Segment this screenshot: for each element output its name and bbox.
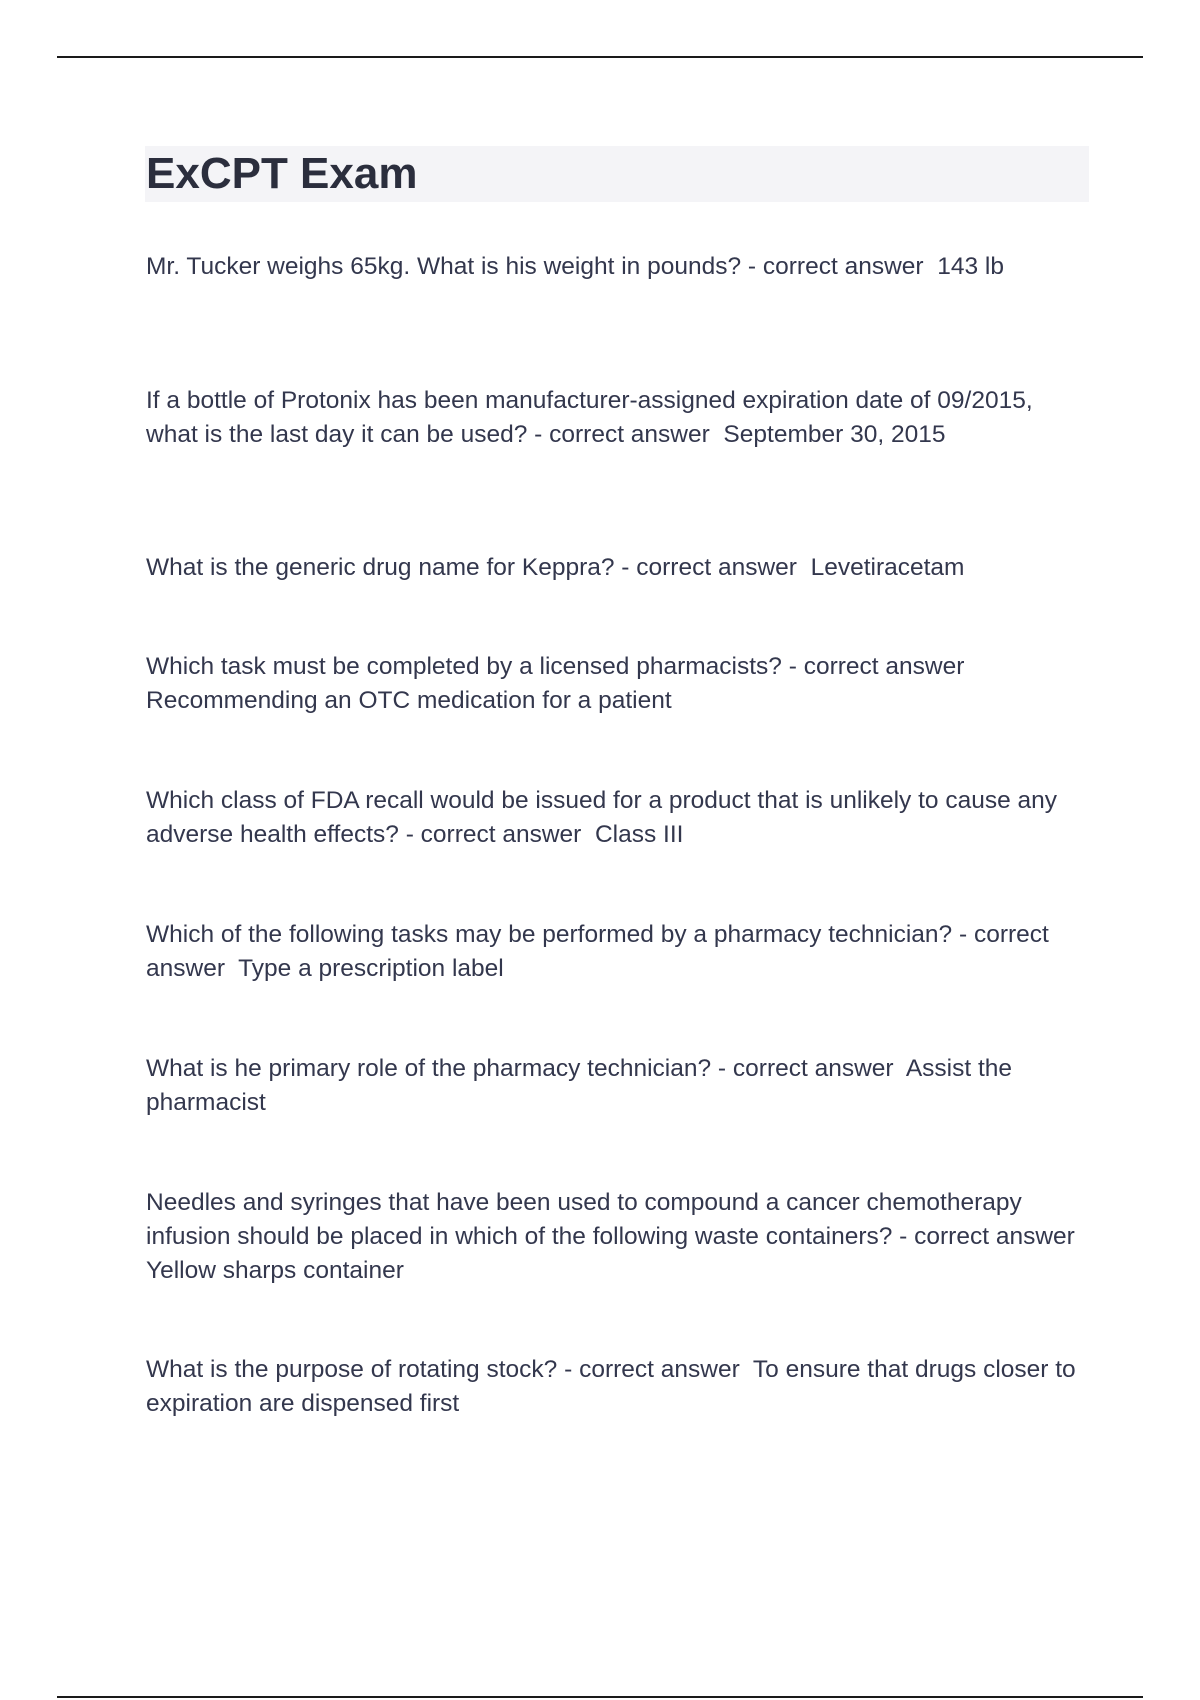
question-text: What is he primary role of the pharmacy technician? xyxy=(146,1055,712,1082)
answer-label: correct answer xyxy=(146,921,1049,982)
separator: - xyxy=(557,1356,580,1383)
answer-label: correct answer xyxy=(914,1223,1075,1250)
question-text: What is the generic drug name for Keppra? xyxy=(146,554,615,581)
answer-text: September 30, 2015 xyxy=(723,421,946,448)
answer-label: correct answer xyxy=(803,653,965,680)
question-text: Which of the following tasks may be performed by a pharmacy technician? xyxy=(146,921,953,948)
answer-text: Levetiracetam xyxy=(810,554,965,581)
question-text: Needles and syringes that have been used to compound a cancer chemotherapy infusion should be placed in which of the following waste containers? xyxy=(146,1189,1022,1250)
question-text: Which class of FDA recall would be issued for a product that is unlikely to cause any adverse health effects? xyxy=(146,787,1058,848)
question-text: If a bottle of Protonix has been manufacturer-assigned expiration date of 09/2015, what is the last day it can be used? xyxy=(146,387,1033,448)
answer-text: Yellow sharps container xyxy=(146,1257,404,1284)
answer-text: To ensure that drugs closer to expiration are dispensed first xyxy=(146,1356,1076,1417)
answer-label: correct answer xyxy=(549,421,710,448)
answer-label: correct answer xyxy=(579,1356,740,1383)
answer-label: correct answer xyxy=(636,554,797,581)
question-text: Mr. Tucker weighs 65kg. What is his weight in pounds? xyxy=(146,253,742,280)
separator: - xyxy=(781,653,804,680)
answer-text: Class III xyxy=(594,821,684,848)
separator: - xyxy=(711,1055,733,1082)
answer-label: correct answer xyxy=(762,253,924,280)
answer-label: correct answer xyxy=(732,1055,894,1082)
answer-label: correct answer xyxy=(420,821,582,848)
separator: - xyxy=(398,821,421,848)
top-rule xyxy=(57,56,1143,58)
qa-item xyxy=(146,784,1090,852)
qa-item xyxy=(146,551,1090,585)
qa-item xyxy=(146,1353,1090,1421)
answer-text: Type a prescription label xyxy=(238,955,504,982)
question-text: Which task must be completed by a licensed pharmacists? xyxy=(146,653,782,680)
separator: - xyxy=(952,921,974,948)
answer-text: Recommending an OTC medication for a patient xyxy=(146,687,672,714)
separator: - xyxy=(527,421,550,448)
qa-item xyxy=(146,1052,1090,1120)
separator: - xyxy=(741,253,763,280)
qa-item xyxy=(146,918,1090,986)
qa-item xyxy=(146,384,1090,452)
qa-item xyxy=(146,650,1090,718)
question-text: What is the purpose of rotating stock? xyxy=(146,1356,558,1383)
answer-text: 143 lb xyxy=(937,253,1004,280)
separator: - xyxy=(892,1223,915,1250)
bottom-rule xyxy=(57,1696,1143,1698)
answer-text: Assist the pharmacist xyxy=(146,1055,1013,1116)
page-title: ExCPT Exam xyxy=(146,149,418,198)
separator: - xyxy=(614,554,637,581)
qa-item xyxy=(146,1186,1090,1288)
qa-item xyxy=(146,250,1090,284)
